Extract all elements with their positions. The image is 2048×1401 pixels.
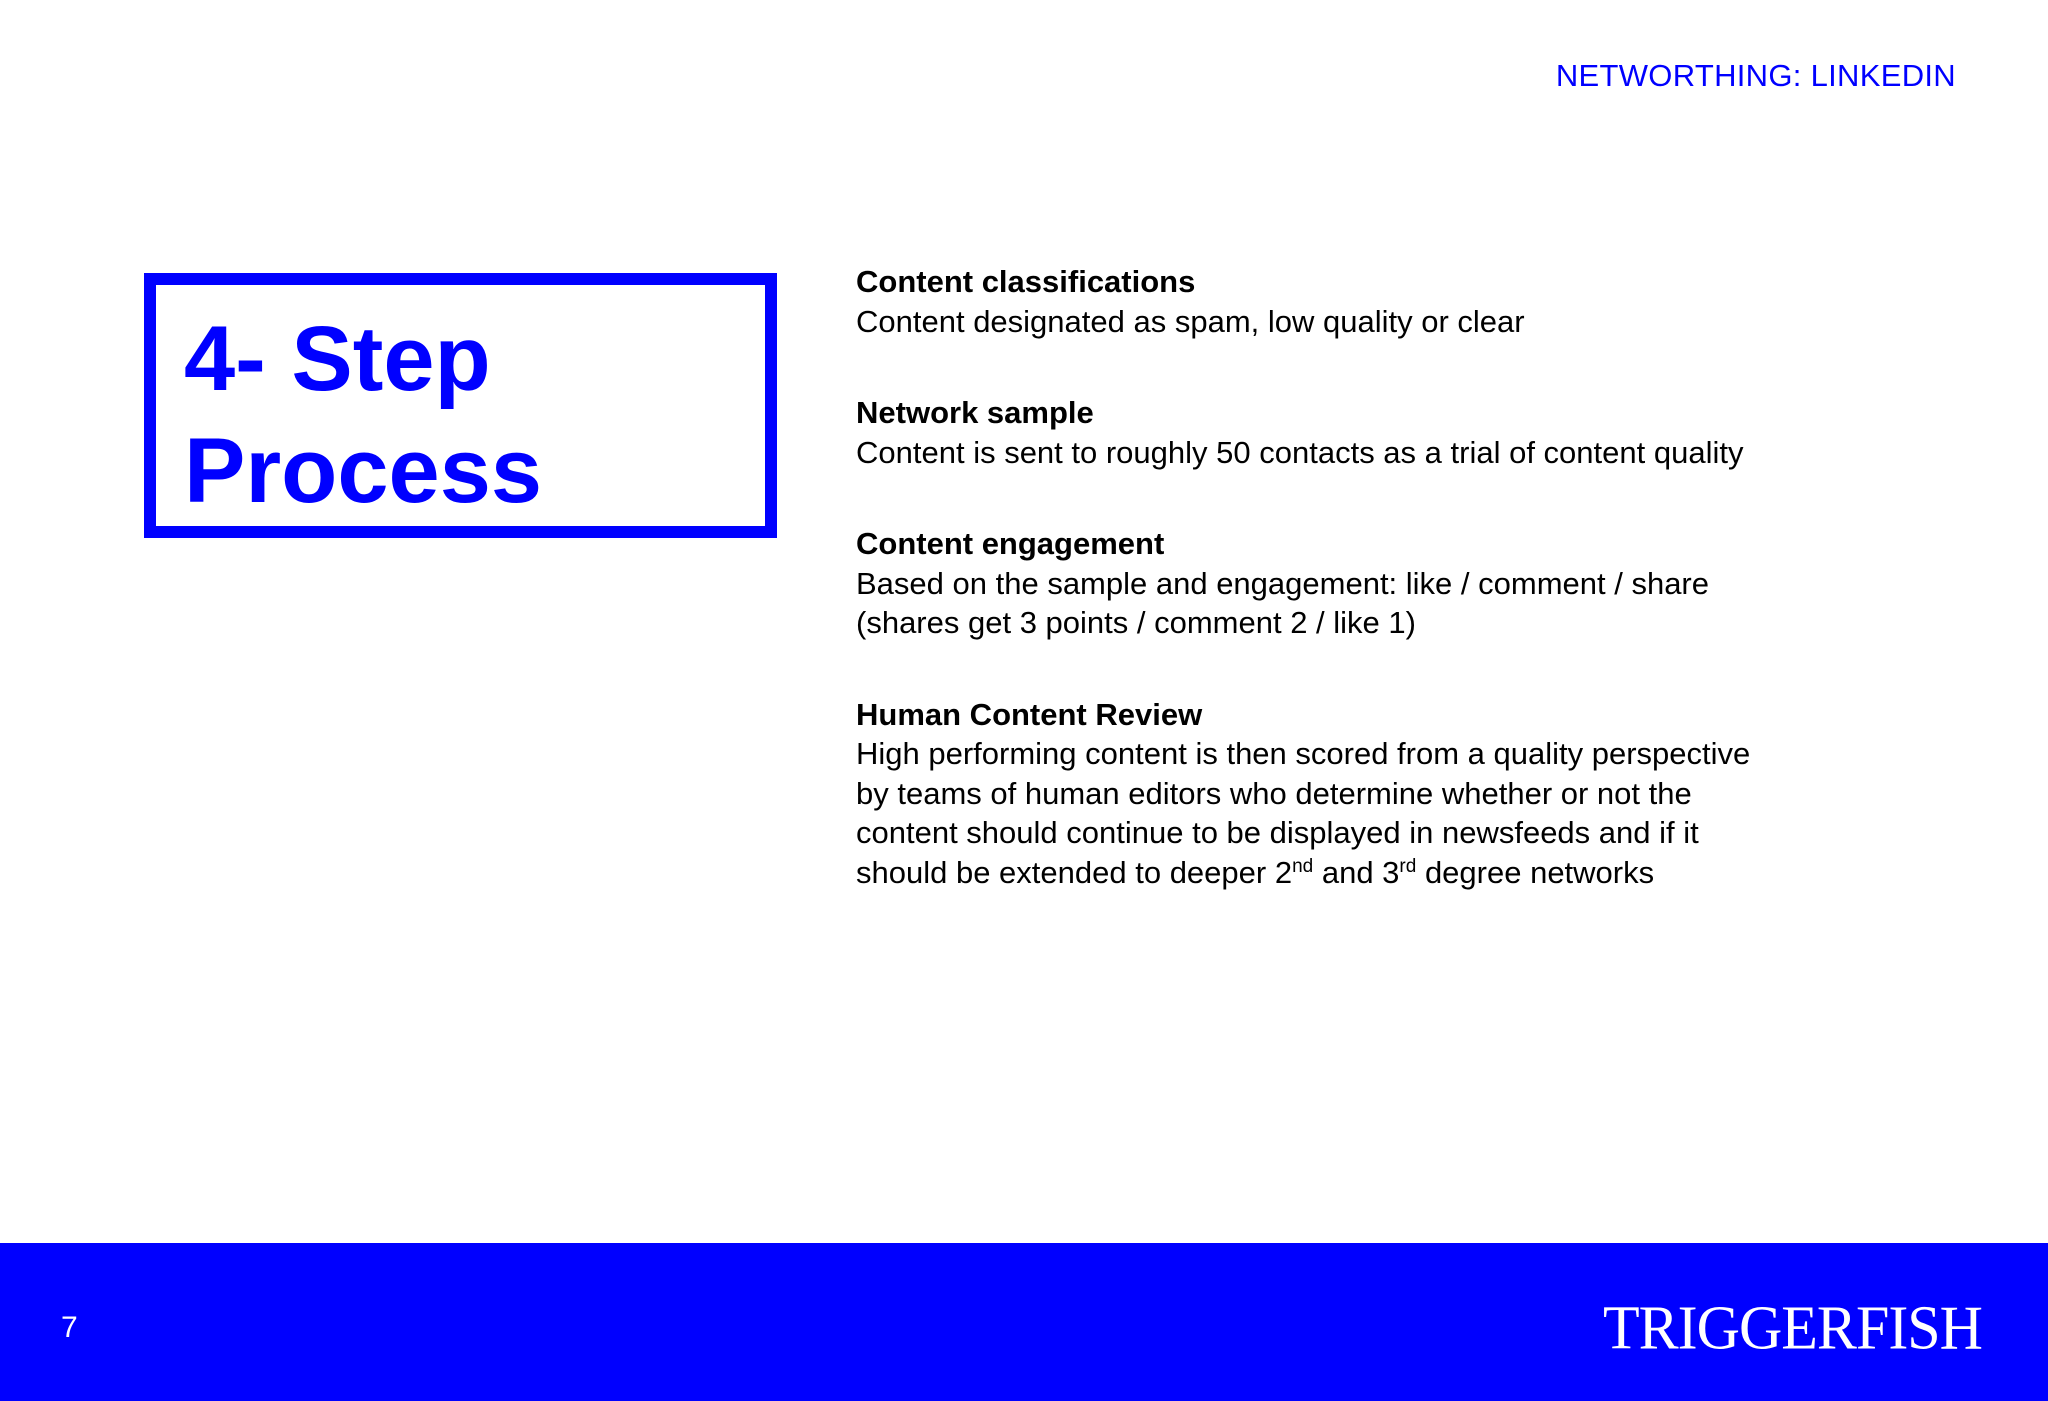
step-text: Content designated as spam, low quality or clear: [856, 303, 1525, 339]
text-fragment: degree networks: [1416, 854, 1655, 890]
superscript-rd: rd: [1399, 855, 1417, 877]
slide-title: [184, 303, 542, 527]
step-text: by teams of human editors who determine whether or not the: [856, 775, 1692, 811]
step-text: Based on the sample and engagement: like / comment / share: [856, 565, 1709, 601]
steps-list: [856, 262, 1856, 944]
section-label: NETWORTHING: LINKEDIN: [1555, 58, 1956, 93]
step-network-sample: [856, 393, 1856, 472]
step-heading: Content classifications: [856, 264, 1196, 299]
footer-bar: [0, 1243, 2048, 1401]
step-text: Content is sent to roughly 50 contacts as a trial of content quality: [856, 434, 1744, 470]
title-box: [144, 273, 777, 538]
step-heading: Content engagement: [856, 526, 1165, 561]
text-fragment: should be extended to deeper 2: [856, 854, 1293, 890]
superscript-nd: nd: [1292, 855, 1314, 877]
text-fragment: and 3: [1313, 854, 1400, 890]
slide-title-line-2: Process: [184, 420, 543, 522]
step-text: content should continue to be displayed in newsfeeds and if it: [856, 815, 1699, 850]
step-text: High performing content is then scored from a quality perspective: [856, 736, 1751, 771]
step-content-engagement: [856, 524, 1856, 643]
step-text-last: [856, 853, 1856, 893]
step-heading: Network sample: [856, 395, 1094, 430]
page-number: 7: [61, 1311, 78, 1344]
step-content-classifications: [856, 262, 1856, 341]
triggerfish-logo: TRIGGERFISH: [1602, 1292, 1982, 1362]
slide-title-line-1: 4- Step: [184, 308, 491, 410]
step-human-content-review: [856, 695, 1856, 893]
step-text: (shares get 3 points / comment 2 / like 1): [856, 605, 1416, 640]
step-heading: Human Content Review: [856, 696, 1203, 732]
